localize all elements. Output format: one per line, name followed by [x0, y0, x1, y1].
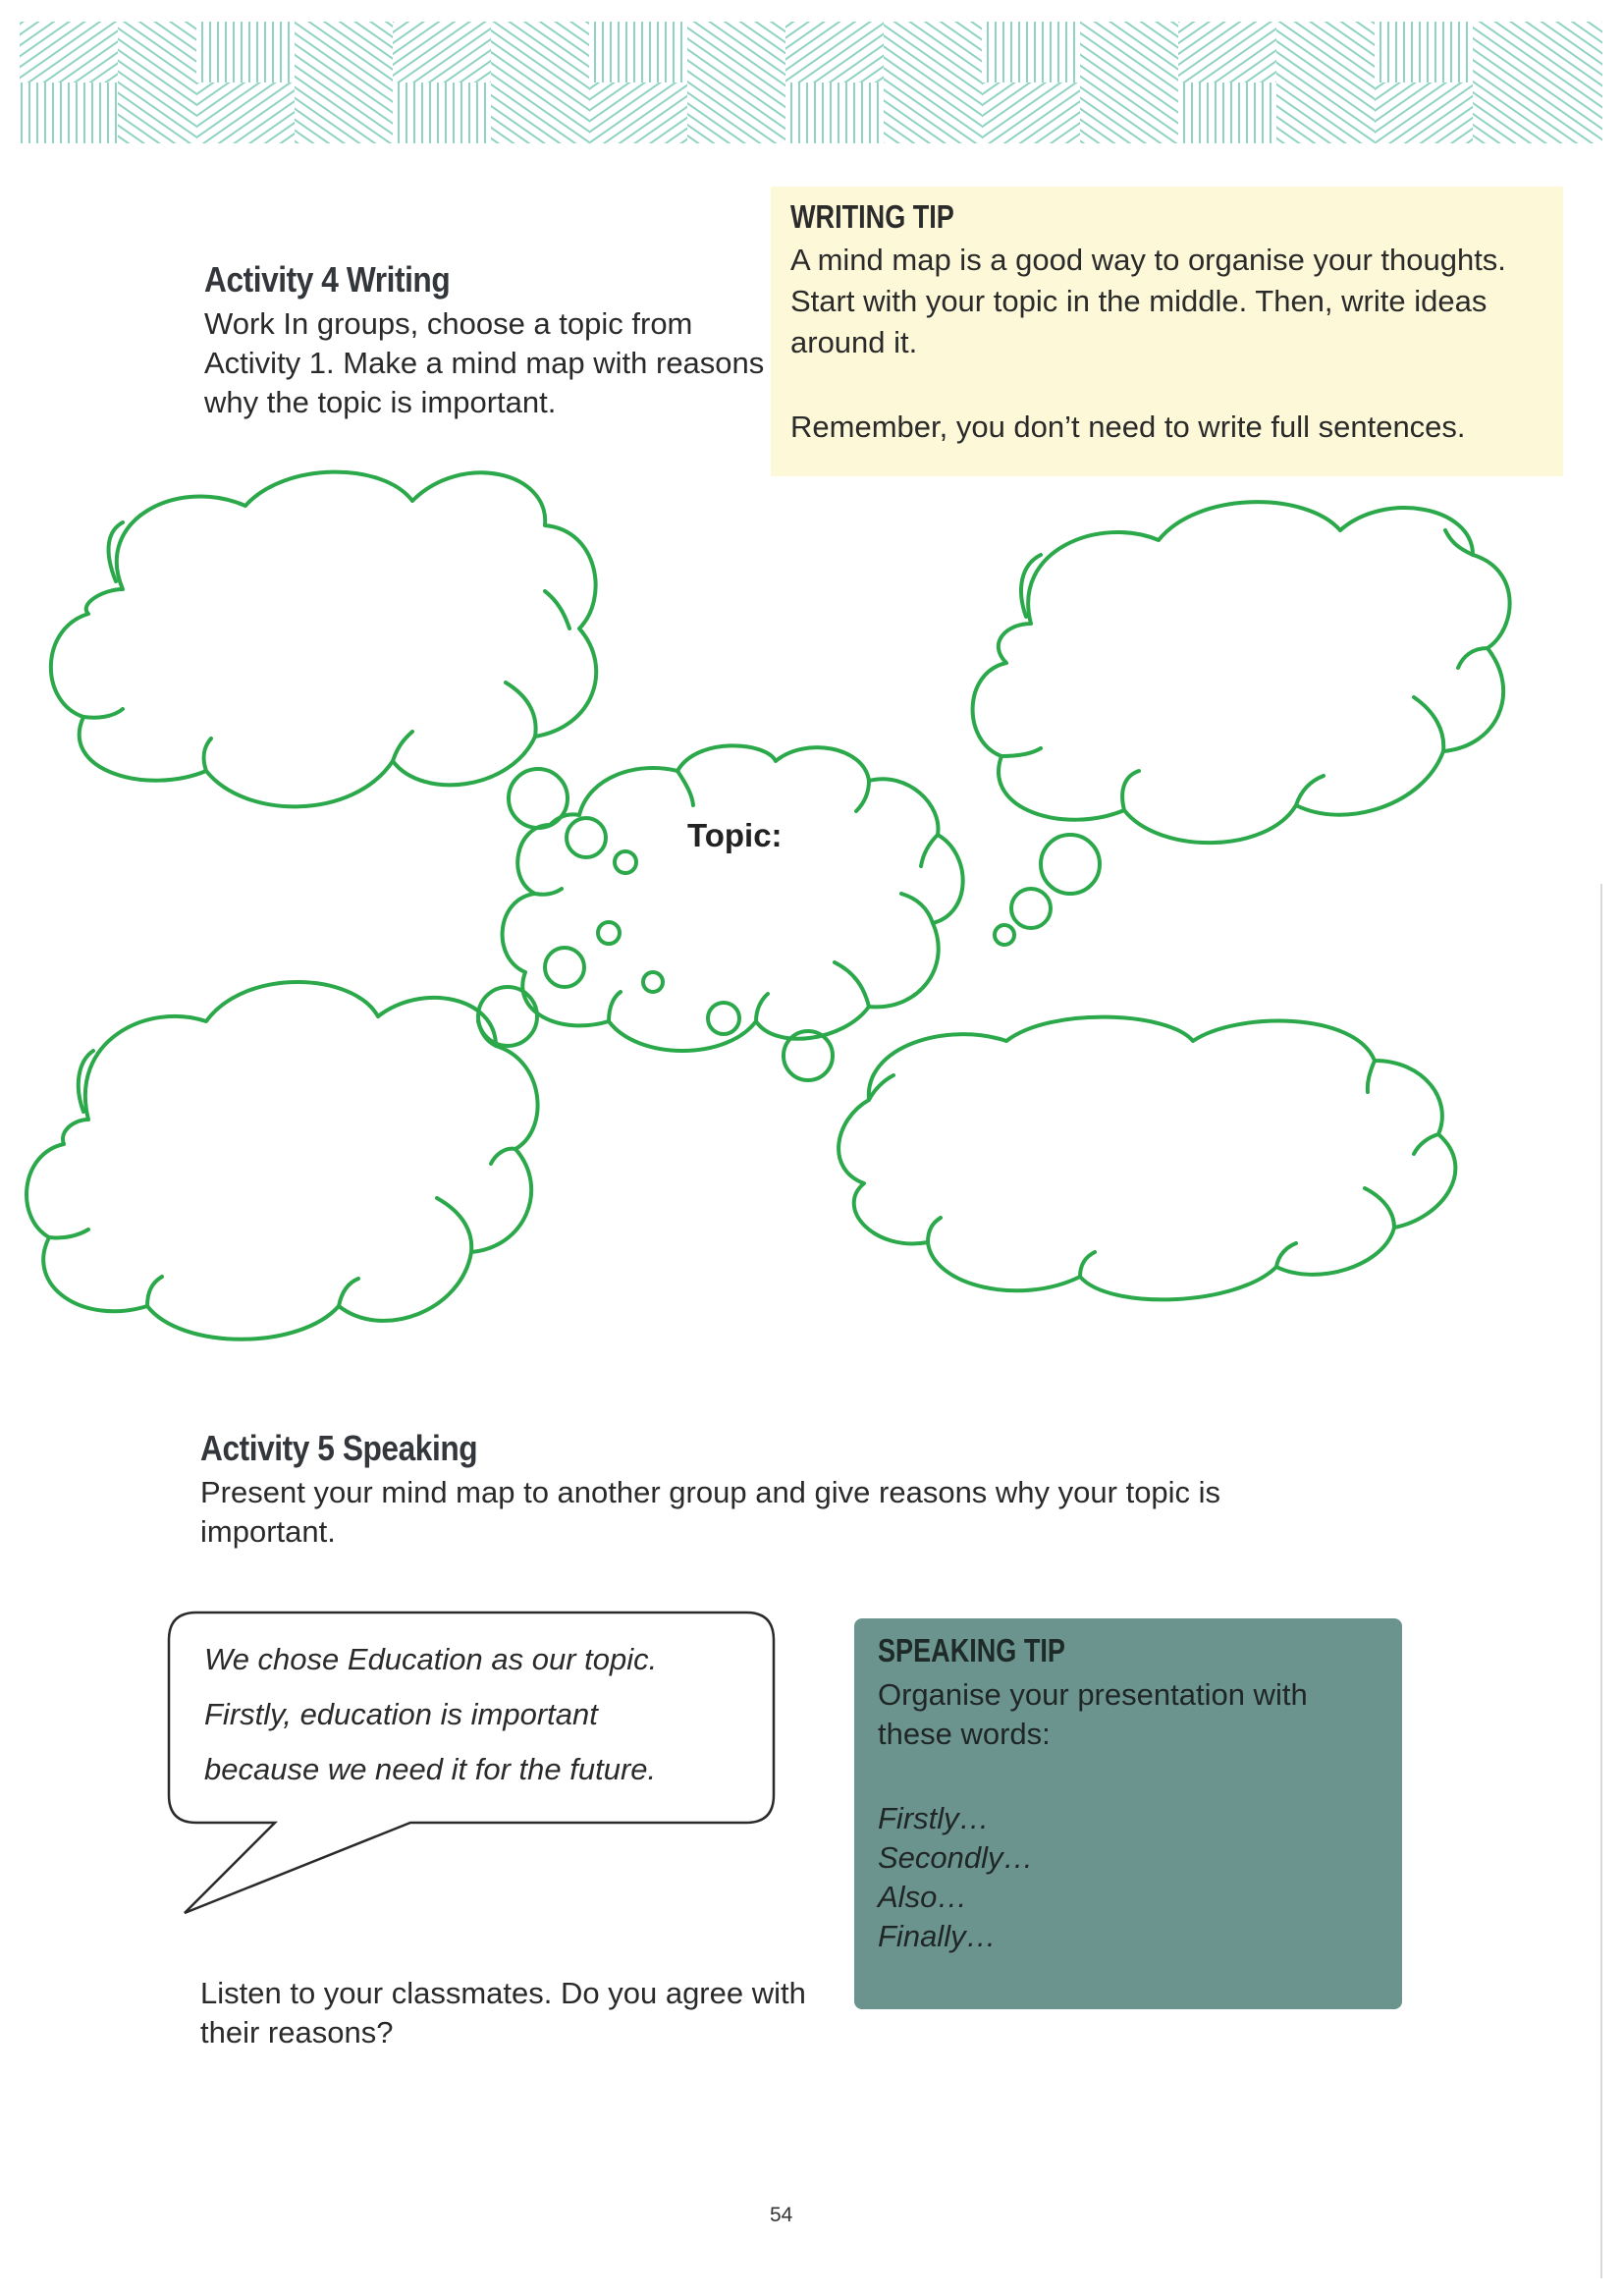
writing-tip-title: WRITING TIP: [790, 198, 954, 235]
cloud-top-left: [51, 472, 596, 807]
activity-5-title: Activity 5 Speaking: [200, 1428, 478, 1468]
speaking-tip-box: [854, 1618, 1402, 2009]
cloud-bottom-right: [839, 1017, 1455, 1300]
page-number: 54: [770, 2204, 793, 2226]
speaking-tip-body: Organise your presentation with these words:: [878, 1677, 1308, 1751]
cloud-bottom-left: [27, 982, 538, 1339]
speaking-tip-word: Firstly…: [878, 1801, 990, 1835]
mind-map-topic-label: Topic:: [687, 817, 783, 853]
writing-tip-reminder: Remember, you don’t need to write full sentences.: [790, 410, 1466, 444]
speaking-tip-word: Finally…: [878, 1919, 997, 1953]
speaking-tip-word: Also…: [878, 1880, 968, 1914]
activity-5-instructions: Present your mind map to another group and give reasons why your topic is important.: [200, 1475, 1221, 1549]
activity-4-title: Activity 4 Writing: [204, 259, 451, 300]
speech-bubble-line-3: because we need it for the future.: [204, 1752, 657, 1786]
mind-map: [0, 432, 1623, 1394]
speaking-tip-word: Secondly…: [878, 1840, 1034, 1875]
activity-4-instructions: Work In groups, choose a topic from Activity 1. Make a mind map with reasons why the topic is important.: [204, 306, 765, 419]
follow-up-question: Listen to your classmates. Do you agree with their reasons?: [200, 1976, 806, 2050]
cloud-top-right: [973, 502, 1510, 843]
speech-bubble-line-1: We chose Education as our topic.: [204, 1642, 658, 1676]
speech-bubble-line-2: Firstly, education is important: [204, 1697, 598, 1731]
decorative-header-banner: [20, 22, 1602, 143]
speaking-tip-title: SPEAKING TIP: [878, 1632, 1065, 1668]
writing-tip-body: A mind map is a good way to organise your thoughts. Start with your topic in the middle. Then, write ideas around it.: [790, 243, 1506, 359]
